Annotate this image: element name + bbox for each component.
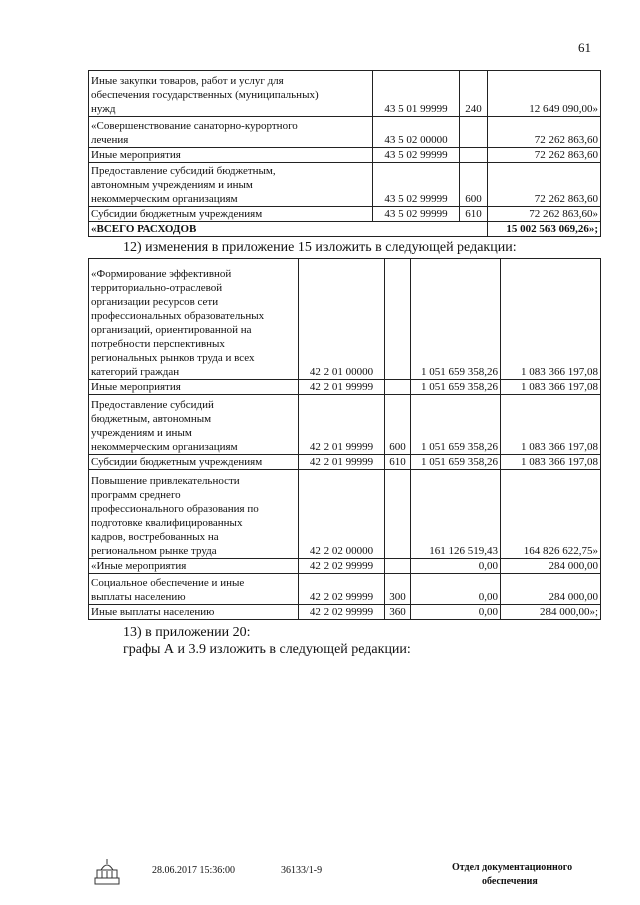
table-row [89, 148, 601, 163]
row-code: 42 2 02 00000 [299, 470, 385, 559]
paragraph-13-text: графы А и 3.9 изложить в следующей редакции: [123, 642, 411, 657]
table-row [89, 470, 601, 559]
row-code: 42 2 01 00000 [299, 259, 385, 380]
row-amount: 72 262 863,60 [488, 163, 601, 207]
row-code: 42 2 01 99999 [299, 380, 385, 395]
row-type [460, 117, 488, 148]
row-name: Предоставление субсидий бюджетным, автономным учреждениям и иным некоммерческим организациям [89, 163, 373, 207]
row-amount: 72 262 863,60 [488, 117, 601, 148]
row-amount-1: 161 126 519,43 [411, 470, 501, 559]
row-amount-2: 284 000,00»; [501, 605, 601, 620]
table-row [89, 559, 601, 574]
row-type [385, 380, 411, 395]
row-amount-2: 284 000,00 [501, 559, 601, 574]
row-code: 42 2 01 99999 [299, 395, 385, 455]
row-code: 42 2 02 99999 [299, 559, 385, 574]
row-amount: 72 262 863,60» [488, 207, 601, 222]
row-name: Субсидии бюджетным учреждениям [89, 207, 373, 222]
row-amount-2: 164 826 622,75» [501, 470, 601, 559]
table-row [89, 380, 601, 395]
row-name: «Иные мероприятия [89, 559, 299, 574]
row-type: 360 [385, 605, 411, 620]
row-amount-1: 0,00 [411, 574, 501, 605]
row-type: 240 [460, 71, 488, 117]
row-type [460, 148, 488, 163]
row-code: 42 2 02 99999 [299, 574, 385, 605]
row-name: «Совершенствование санаторно-курортного лечения [89, 117, 373, 148]
table-row [89, 259, 601, 380]
row-name: Иные выплаты населению [89, 605, 299, 620]
table-row [89, 163, 601, 207]
footer-doc-number: 36133/1-9 [281, 865, 323, 876]
row-code: 43 5 02 99999 [373, 163, 460, 207]
row-type [385, 559, 411, 574]
row-type: 300 [385, 574, 411, 605]
table-row [89, 574, 601, 605]
page-number: 61 [578, 40, 591, 55]
table-row [89, 71, 601, 117]
row-code: 43 5 01 99999 [373, 71, 460, 117]
table-row [89, 455, 601, 470]
row-amount-2: 1 083 366 197,08 [501, 395, 601, 455]
row-code: 43 5 02 99999 [373, 207, 460, 222]
row-type [385, 259, 411, 380]
table-row [89, 605, 601, 620]
row-name: Предоставление субсидий бюджетным, автономным учреждениям и иным некоммерческим организациям [89, 395, 299, 455]
row-name: Иные мероприятия [89, 380, 299, 395]
total-row [89, 222, 601, 237]
table-row [89, 117, 601, 148]
row-amount-2: 284 000,00 [501, 574, 601, 605]
row-amount-1: 1 051 659 358,26 [411, 455, 501, 470]
row-amount-1: 1 051 659 358,26 [411, 259, 501, 380]
total-label: «ВСЕГО РАСХОДОВ [89, 222, 488, 237]
expenses-table-1 [88, 70, 601, 237]
row-type: 610 [460, 207, 488, 222]
row-type: 610 [385, 455, 411, 470]
row-code: 42 2 02 99999 [299, 605, 385, 620]
row-type: 600 [385, 395, 411, 455]
paragraph-13: 13) в приложении 20: [123, 625, 251, 640]
row-amount-2: 1 083 366 197,08 [501, 380, 601, 395]
total-amount: 15 002 563 069,26»; [488, 222, 601, 237]
footer-datetime: 28.06.2017 15:36:00 [152, 865, 236, 876]
row-amount-2: 1 083 366 197,08 [501, 259, 601, 380]
row-name: Субсидии бюджетным учреждениям [89, 455, 299, 470]
row-amount-1: 1 051 659 358,26 [411, 395, 501, 455]
row-type [385, 470, 411, 559]
duma-emblem-icon [93, 858, 121, 886]
row-amount: 12 649 090,00» [488, 71, 601, 117]
row-name: «Формирование эффективной территориально-отраслевой организации ресурсов сети профессиональных образовательных организаций, ориентированной на потребности перспективных региональных рынков труда и всех категорий граждан [89, 259, 299, 380]
row-amount-1: 1 051 659 358,26 [411, 380, 501, 395]
row-code: 43 5 02 99999 [373, 148, 460, 163]
footer-department-1: Отдел документационного [452, 862, 573, 873]
row-amount-1: 0,00 [411, 559, 501, 574]
footer-department-2: обеспечения [482, 876, 538, 887]
row-amount-2: 1 083 366 197,08 [501, 455, 601, 470]
row-name: Повышение привлекательности программ среднего профессионального образования по подготовке квалифицированных кадров, востребованных на региональном рынке труда [89, 470, 299, 559]
row-type: 600 [460, 163, 488, 207]
row-code: 43 5 02 00000 [373, 117, 460, 148]
paragraph-12: 12) изменения в приложение 15 изложить в следующей редакции: [123, 240, 517, 255]
table-row [89, 395, 601, 455]
row-amount-1: 0,00 [411, 605, 501, 620]
row-name: Иные закупки товаров, работ и услуг для обеспечения государственных (муниципальных) нужд [89, 71, 373, 117]
row-name: Иные мероприятия [89, 148, 373, 163]
expenses-table-2 [88, 258, 601, 620]
row-name: Социальное обеспечение и иные выплаты населению [89, 574, 299, 605]
row-code: 42 2 01 99999 [299, 455, 385, 470]
table-row [89, 207, 601, 222]
row-amount: 72 262 863,60 [488, 148, 601, 163]
